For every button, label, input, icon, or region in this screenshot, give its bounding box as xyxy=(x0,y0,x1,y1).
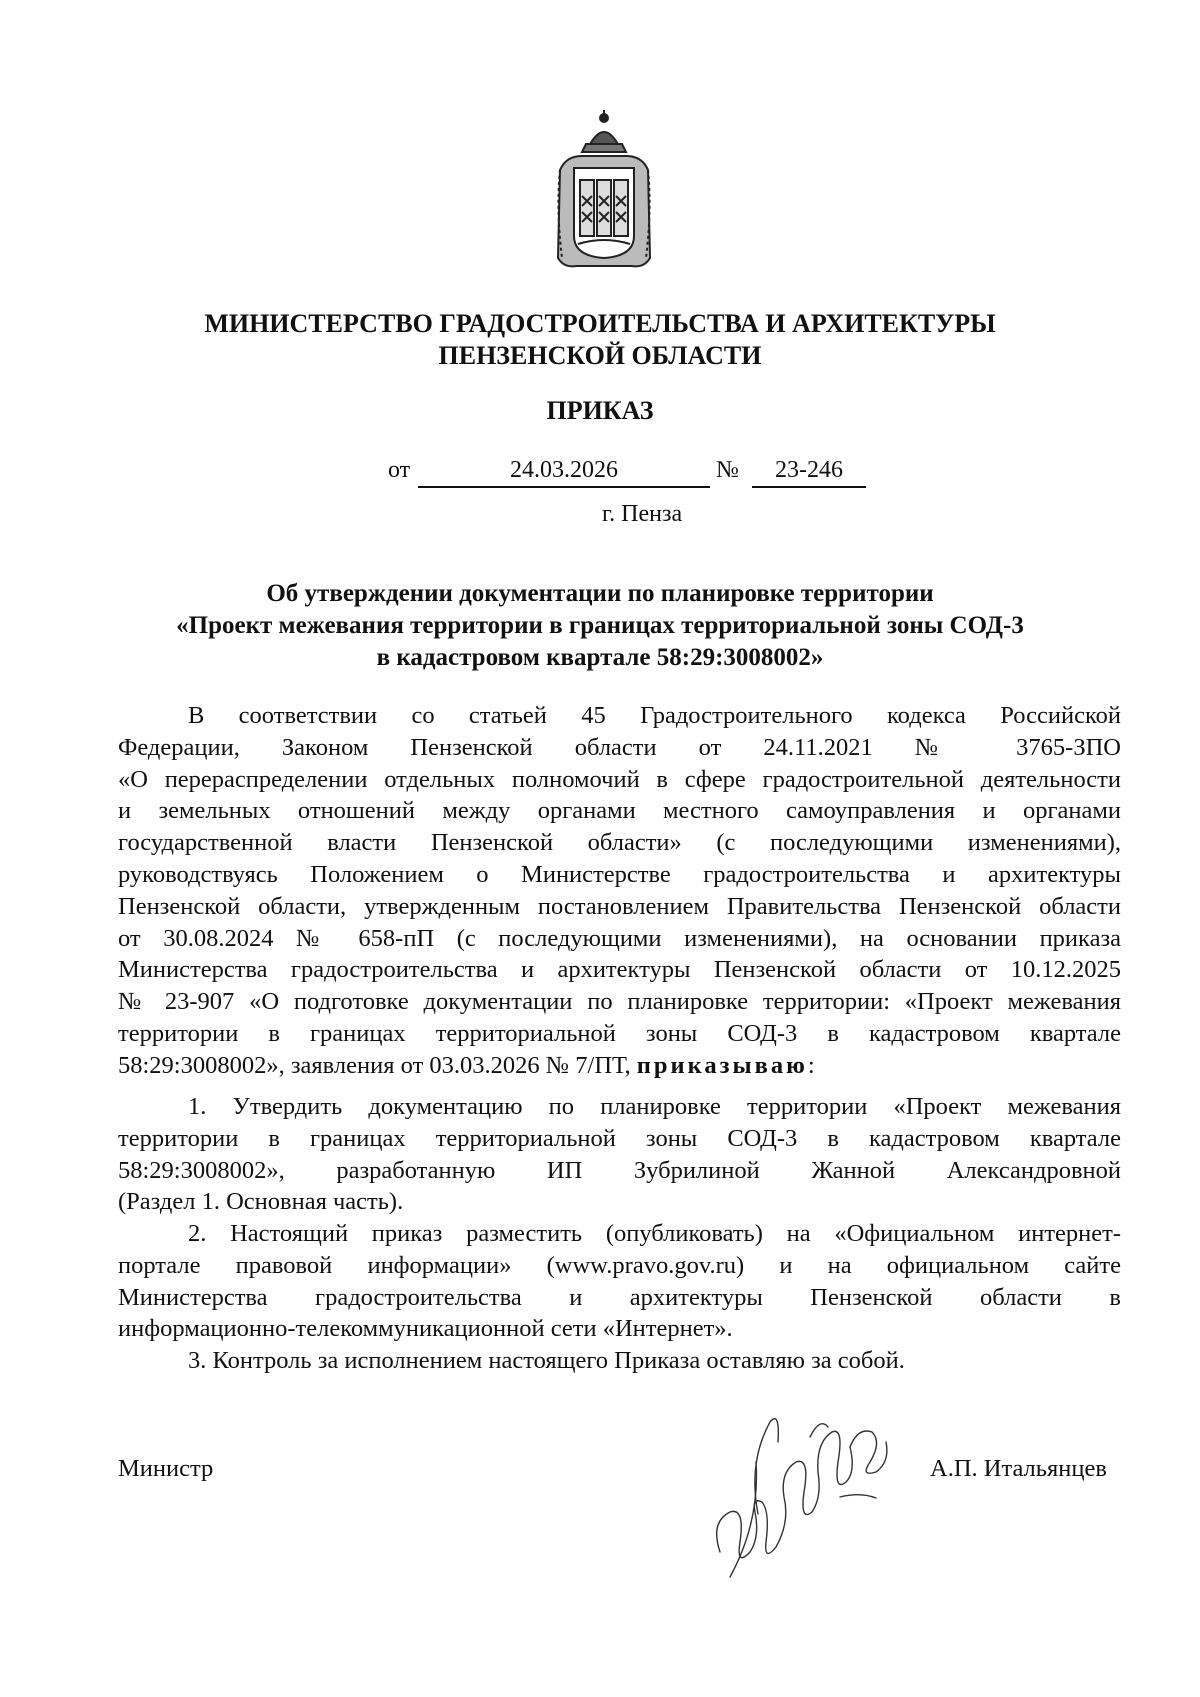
item-line: Министерства градостроительства и архитектуры Пензенской области в xyxy=(118,1283,1121,1311)
preamble-line: Федерации, Законом Пензенской области от 24.11.2021 № 3765-ЗПО xyxy=(118,733,1121,761)
preamble-line: руководствуясь Положением о Министерстве градостроительства и архитектуры xyxy=(118,860,1121,888)
preamble-line: № 23-907 «О подготовке документации по планировке территории: «Проект межевания xyxy=(118,988,1121,1016)
signer-name: А.П. Итальянцев xyxy=(930,1455,1107,1482)
ministry-name-line2: ПЕНЗЕНСКОЙ ОБЛАСТИ xyxy=(438,341,762,370)
item-line: территории в границах территориальной зоны СОД-3 в кадастровом квартале xyxy=(118,1124,1121,1152)
ministry-name-line1: МИНИСТЕРСТВО ГРАДОСТРОИТЕЛЬСТВА И АРХИТЕКТУРЫ xyxy=(204,309,996,338)
item-line: 2. Настоящий приказ разместить (опубликовать) на «Официальном интернет- xyxy=(188,1220,1121,1247)
document-city: г. Пенза xyxy=(602,501,683,527)
preamble-line xyxy=(118,1050,1121,1082)
item-line: 3. Контроль за исполнением настоящего Приказа оставляю за собой. xyxy=(188,1347,905,1374)
preamble-line: от 30.08.2024 № 658-пП (с последующими изменениями), на основании приказа xyxy=(118,924,1121,952)
handwritten-signature-icon xyxy=(700,1402,910,1592)
item-link-text: информационно-телекоммуникационной сети «Интернет». xyxy=(118,1315,733,1343)
preamble-line: государственной власти Пензенской области» (с последующими изменениями), xyxy=(118,829,1121,857)
document-number: 23-246 xyxy=(752,455,866,488)
preamble-line: территории в границах территориальной зоны СОД-3 в кадастровом квартале xyxy=(118,1019,1121,1047)
preamble-line: «О перераспределении отдельных полномочий в сфере градостроительной деятельности xyxy=(118,765,1121,793)
document-type: ПРИКАЗ xyxy=(546,396,654,425)
order-item-3 xyxy=(118,1345,1121,1377)
item-line: (Раздел 1. Основная часть). xyxy=(118,1188,404,1216)
preamble-line: В соответствии со статьей 45 Градостроительного кодекса Российской xyxy=(188,702,1121,729)
date-label: от xyxy=(388,457,411,483)
item-line xyxy=(118,1313,1121,1345)
coat-of-arms-icon xyxy=(552,108,656,272)
document-title-line: в кадастровом квартале 58:29:3008002» xyxy=(376,644,824,671)
document-title-line: «Проект межевания территории в границах территориальной зоны СОД-3 xyxy=(176,612,1024,639)
order-item-2 xyxy=(118,1218,1121,1345)
order-item-1 xyxy=(118,1091,1121,1218)
ministry-name xyxy=(0,308,1200,372)
item-line: 1. Утвердить документацию по планировке территории «Проект межевания xyxy=(188,1093,1121,1120)
document-title xyxy=(0,578,1200,674)
order-colon: : xyxy=(807,1051,815,1079)
order-keyword: приказываю xyxy=(636,1051,808,1079)
document-title-line: Об утверждении документации по планировке территории xyxy=(266,580,934,607)
preamble-paragraph xyxy=(118,700,1121,1082)
signer-position: Министр xyxy=(118,1455,214,1482)
document-date: 24.03.2026 xyxy=(418,455,710,488)
number-label: № xyxy=(716,457,739,483)
preamble-line: Пензенской области, утвержденным постановлением Правительства Пензенской области xyxy=(118,892,1121,920)
item-line: 58:29:3008002», разработанную ИП Зубрилиной Жанной Александровной xyxy=(118,1156,1121,1184)
preamble-last-text: 58:29:3008002», заявления от 03.03.2026 № 7/ПТ, xyxy=(118,1051,631,1079)
item-line: портале правовой информации» (www.pravo.gov.ru) и на официальном сайте xyxy=(118,1251,1121,1279)
preamble-line: и земельных отношений между органами местного самоуправления и органами xyxy=(118,797,1121,825)
preamble-line: Министерства градостроительства и архитектуры Пензенской области от 10.12.2025 xyxy=(118,956,1121,984)
